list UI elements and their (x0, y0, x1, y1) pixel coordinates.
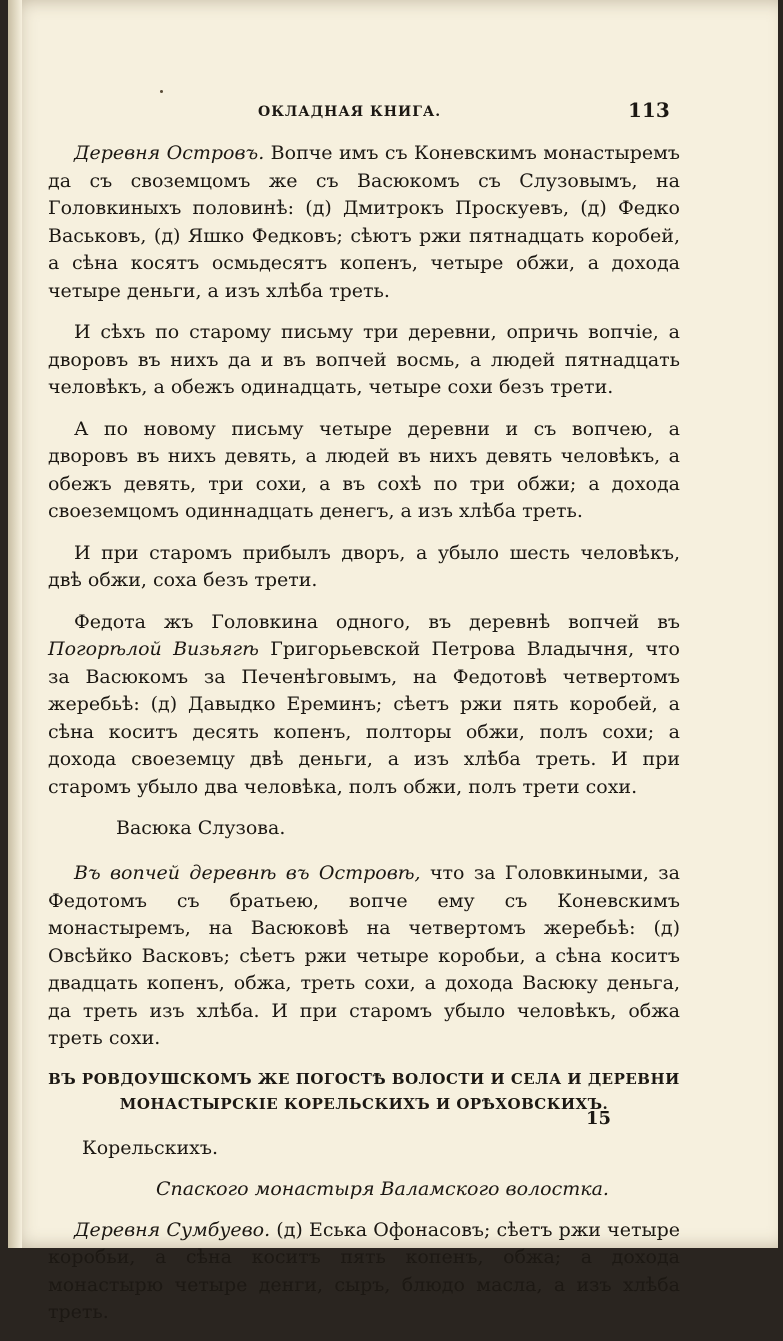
paragraph-fedota (48, 609, 680, 802)
paragraph-new-census (48, 416, 680, 526)
body-text (48, 140, 680, 1341)
paragraph-lead-italic: Погорѣлой Визьягѣ (48, 638, 259, 660)
paragraph-vasyuka (48, 860, 680, 1053)
paragraph-text: что за Головкиными, за Федотомъ съ братьею, вопче ему съ Коневскимъ монастыремъ, на Васюковѣ на четвертомъ жеребьѣ: (д) Овсѣйко Васковъ; сѣетъ ржи четыре коробьи, а сѣна коситъ двадцать копенъ, обжа, треть сохи, а дохода Васюку деньга, да треть изъ хлѣба. И при старомъ убыло человѣкъ, обжа треть сохи. (48, 862, 680, 1049)
paragraph-text: (д) Еська Офонасовъ; сѣетъ ржи четыре коробьи, а сѣна коситъ пять копенъ, обжа; а дохода монастырю четыре денги, сыръ, блюдо масла, а изъ хлѣба треть. (48, 1218, 680, 1323)
paragraph-lead-italic: Въ вопчей деревнѣ въ Островѣ, (74, 862, 421, 884)
paragraph-lead-italic: Деревня Сумбуево. (74, 1218, 271, 1241)
ink-speck (160, 90, 163, 93)
paragraph-lead-plain: Федота жъ Головкина одного, въ деревнѣ вопчей въ (74, 610, 680, 633)
owner-heading-vasyuka: Васюка Слузова. (116, 817, 286, 839)
section-title-line-2: МОНАСТЫРСКІЕ КОРЕЛЬСКИХЪ И ОРѢХОВСКИХЪ. (119, 1094, 609, 1113)
page-spine-shadow (8, 0, 22, 1248)
running-head: ОКЛАДНАЯ КНИГА. (258, 104, 442, 120)
section-title-line-1: ВЪ РОВДОУШСКОМЪ ЖЕ ПОГОСТѢ ВОЛОСТИ И СЕЛА И ДЕРЕВНИ (48, 1069, 680, 1088)
signature-mark: 15 (586, 1108, 612, 1129)
paragraph-ostrov (48, 140, 680, 305)
paragraph-text: И при старомъ прибылъ дворъ, а убыло шесть человѣкъ, двѣ обжи, соха безъ трети. (48, 541, 680, 591)
paragraph-text: Вопче имъ съ Коневскимъ монастыремъ да съ своземцомъ же съ Васюкомъ съ Слузовымъ, на Головкиныхъ половинѣ: (д) Дмитрокъ Проскуевъ, (д) Федко Васьковъ, (д) Яшко Федковъ; сѣютъ ржи пятнадцать коробей, а сѣна косятъ осмьдесятъ копенъ, четыре обжи, а дохода четыре деньги, а изъ хлѣба треть. (48, 142, 680, 302)
paragraph-text: И сѣхъ по старому письму три деревни, опричь вопчіе, а дворовъ въ нихъ да и въ вопчей восмь, а людей пятнадцать человѣкъ, а обежъ одинадцать, четыре сохи безъ трети. (48, 321, 680, 398)
book-page (8, 0, 778, 1323)
paragraph-sumbuevo (48, 1217, 680, 1327)
subhead-korelskikh: Корельскихъ. (82, 1136, 218, 1159)
paragraph-text: А по новому письму четыре деревни и съ вопчею, а дворовъ въ нихъ девять, а людей въ нихъ девять человѣкъ, а обежъ девять, три сохи, а въ сохѣ по три обжи; а дохода своеземцомъ одиннадцать денегъ, а изъ хлѣба треть. (48, 417, 680, 522)
paragraph-text: Григорьевской Петрова Владычня, что за Васюкомъ за Печенѣговымъ, на Федотовѣ четвертомъ жеребьѣ: (д) Давыдко Ереминъ; сѣетъ ржи пять коробей, а сѣна коситъ десять копенъ, полторы обжи, полъ сохи; а дохода своеземцу двѣ деньги, а изъ хлѣба треть. И при старомъ убыло два человѣка, полъ обжи, полъ трети сохи. (48, 638, 680, 798)
paragraph-lead-italic: Деревня Островъ. (74, 142, 265, 164)
subhead-monastery: Спаского монастыря Валамского волостка. (156, 1177, 609, 1200)
paragraph-change (48, 540, 680, 595)
page-number: 113 (628, 98, 670, 122)
paragraph-old-census (48, 319, 680, 402)
